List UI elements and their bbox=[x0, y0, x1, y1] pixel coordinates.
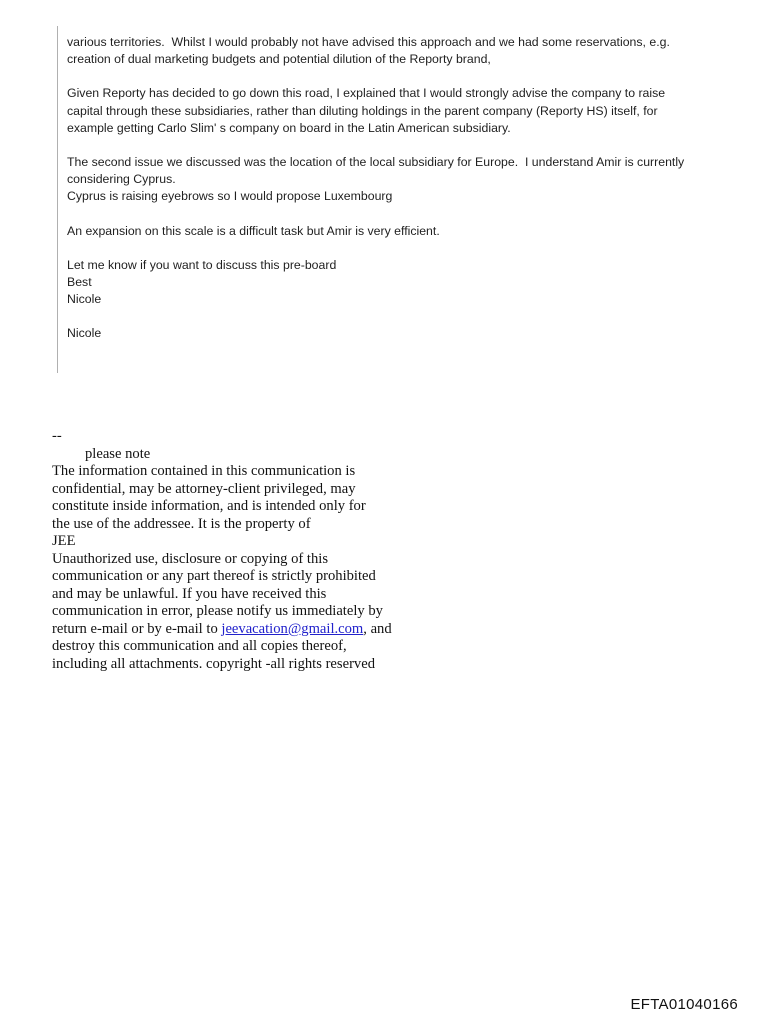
email-line: example getting Carlo Slim' s company on board in the Latin American subsidiary. bbox=[67, 120, 511, 135]
disclaimer-line: including all attachments. copyright -all rights reserved bbox=[52, 655, 375, 672]
email-paragraph bbox=[67, 325, 737, 342]
disclaimer-line: communication or any part thereof is strictly prohibited bbox=[52, 568, 376, 584]
disclaimer-line: JEE bbox=[52, 533, 76, 549]
email-line: An expansion on this scale is a difficult task but Amir is very efficient. bbox=[67, 223, 440, 238]
email-paragraph bbox=[67, 223, 737, 240]
email-line: Let me know if you want to discuss this pre-board bbox=[67, 257, 337, 272]
email-line: considering Cyprus. bbox=[67, 172, 176, 187]
disclaimer-line: please note bbox=[85, 445, 151, 462]
email-line: Cyprus is raising eyebrows so I would propose Luxembourg bbox=[67, 189, 393, 204]
disclaimer-line: the use of the addressee. It is the property of bbox=[52, 515, 311, 532]
email-line: capital through these subsidiaries, rather than diluting holdings in the parent company (Reporty HS) itself, for bbox=[67, 103, 658, 118]
disclaimer-line: destroy this communication and all copies thereof, bbox=[52, 638, 347, 654]
disclaimer-line: and may be unlawful. If you have received this bbox=[52, 585, 327, 602]
email-line: various territories. Whilst I would probably not have advised this approach and we had some reservations, e.g. bbox=[67, 35, 670, 49]
bates-number: EFTA01040166 bbox=[630, 996, 738, 1013]
email-line: Given Reporty has decided to go down this road, I explained that I would strongly advise the company to raise bbox=[67, 86, 666, 101]
disclaimer-line: communication in error, please notify us immediately by bbox=[52, 603, 383, 619]
signature-separator: -- bbox=[52, 428, 62, 444]
disclaimer-body bbox=[52, 446, 452, 674]
email-paragraph bbox=[67, 154, 737, 206]
disclaimer-text: return e-mail or by e-mail to bbox=[52, 620, 222, 637]
email-line: creation of dual marketing budgets and potential dilution of the Reporty brand, bbox=[67, 52, 491, 67]
email-line: Best bbox=[67, 275, 92, 290]
email-address-link[interactable]: jeevacation@gmail.com bbox=[221, 620, 364, 637]
disclaimer-line: Unauthorized use, disclosure or copying of this bbox=[52, 550, 329, 567]
disclaimer-line: constitute inside information, and is intended only for bbox=[52, 498, 366, 514]
disclaimer-block bbox=[52, 428, 452, 673]
email-paragraph bbox=[67, 257, 737, 309]
quoted-email-body bbox=[67, 34, 737, 343]
email-line: The second issue we discussed was the location of the local subsidiary for Europe. I understand Amir is currently bbox=[67, 155, 685, 170]
disclaimer-line: The information contained in this communication is bbox=[52, 463, 356, 479]
disclaimer-line bbox=[52, 621, 452, 639]
email-line: Nicole bbox=[67, 292, 102, 307]
email-line: Nicole bbox=[67, 326, 102, 341]
disclaimer-text: , and bbox=[363, 620, 392, 637]
email-paragraph bbox=[67, 34, 737, 68]
disclaimer-line: confidential, may be attorney-client privileged, may bbox=[52, 480, 356, 497]
email-paragraph bbox=[67, 85, 737, 137]
quoted-email-block bbox=[57, 26, 737, 373]
